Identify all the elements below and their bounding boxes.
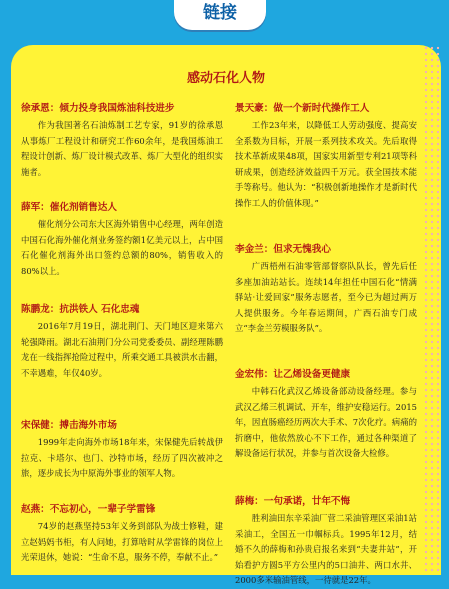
entry-text: 胜利油田东辛采油厂营二采油管理区采油1站采油工，全国五一巾帼标兵。1995年12月，结婚不久的薛梅和孙贵启报名来到“夫妻井站”，开始看护方圆5平方公里内的5口油井、两口水井、2000多米输油管线，一待就是22年。 [235, 513, 417, 585]
entry-song-baojian [21, 419, 223, 497]
entry-text: 广西梧州石油零管部督察队队长，曾先后任多座加油站站长。连续14年担任中国石化“情满驿站·让爱回家”服务志愿者，至今已为超过两万人提供服务。今年春运期间，广西石油专门成立“李金兰劳模服务队”。 [235, 261, 417, 333]
feature-panel [11, 45, 441, 585]
entry-text: 作为我国著名石油炼制工艺专家，91岁的徐承恩从事炼厂工程设计和研究工作60余年，是我国炼油工程设计创新、炼厂设计模式改革、炼厂大型化的组织实施者。 [21, 120, 223, 177]
entry-name: 陈鹏龙：抗洪铁人 石化忠魂 [21, 304, 140, 315]
entry-xue-mei [235, 495, 417, 589]
entry-li-jinlan [235, 243, 417, 368]
entry-name: 徐承恩：倾力投身我国炼油科技进步 [21, 103, 175, 114]
panel-title: 感动石化人物 [186, 71, 265, 86]
entry-jin-hongwei [235, 368, 417, 493]
entry-text: 催化剂分公司东大区海外销售中心经理，两年创造中国石化海外催化剂业务签约额1亿美元以上，占中国石化催化剂海外出口签约总额的80%，销售收入的80%以上。 [21, 219, 223, 276]
section-badge: 链接 [174, 0, 266, 30]
entry-name: 赵燕：不忘初心，一辈子学雷锋 [21, 504, 156, 515]
entry-zhao-yan [21, 503, 223, 581]
entry-jing-tianhao [235, 102, 417, 242]
entry-text: 工作23年来，以降低工人劳动强度、提高安全系数为目标，开展一系列技术攻关。先后取得技术革新成果48项，国家实用新型专利21项等科研成果，创造经济效益四千万元。获全国技术能手等称号。他认为：“积极创新地操作才是新时代操作工人的价值体现。” [235, 120, 417, 208]
entry-name: 薛军：催化剂销售达人 [21, 202, 117, 213]
entry-name: 李金兰：但求无愧我心 [235, 244, 331, 255]
entry-name: 景天豪：做一个新时代操作工人 [235, 103, 370, 114]
entry-name: 宋保健：搏击海外市场 [21, 420, 117, 431]
entry-xue-jun [21, 201, 223, 295]
entry-xu-chengen [21, 102, 223, 196]
entry-text: 1999年走向海外市场18年来，宋保健先后转战伊拉克、卡塔尔、也门、沙特市场，经历了四次被冲之旅，逐步成长为中原海外事业的领军人物。 [21, 437, 223, 478]
entry-name: 薛梅：一句承诺，廿年不悔 [235, 496, 351, 507]
entry-text: 中韩石化武汉乙烯设备部动设备经理。参与武汉乙烯三机调试、开车，维护安稳运行。2015年，因直肠癌经历两次大手术、7次化疗。病痛的折磨中，他依然放心不下工作，通过各种渠道了解设备运行状况，并参与首次设备大检修。 [235, 386, 417, 458]
entry-name: 金宏伟：让乙烯设备更健康 [235, 369, 351, 380]
dot-pattern-decoration [423, 45, 441, 575]
entry-text: 2016年7月19日，湖北荆门、天门地区迎来第六轮强降雨。湖北石油荆门分公司党委委员、副经理陈鹏龙在一线指挥抢险过程中，所乘交通工具被洪水击翻，不幸遇难，年仅40岁。 [21, 321, 223, 378]
entry-text: 74岁的赵燕坚持53年义务到部队为战士修鞋，建立赵妈妈书柜，有人问她，打算啥时从学雷锋的岗位上光荣退休，她说：“生命不息，服务不停，奉献不止。” [21, 521, 223, 562]
entry-chen-penglong [21, 303, 223, 412]
